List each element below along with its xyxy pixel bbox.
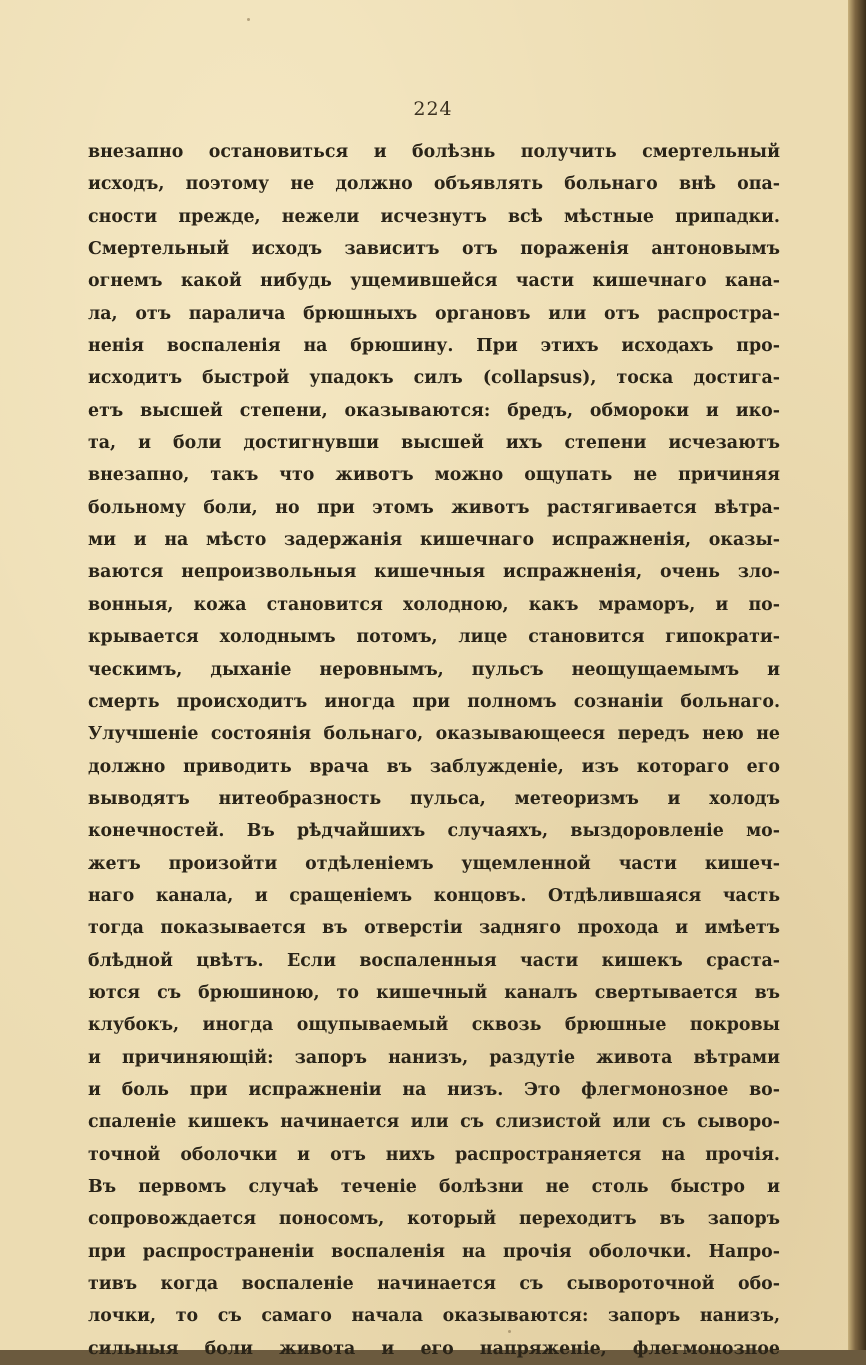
text-line: исходитъ быстрой упадокъ силъ (collapsus), тоска достига- (88, 368, 780, 389)
text-line: сильныя боли живота и его напряженіе, флегмонозное (88, 1338, 780, 1359)
text-line: смерть происходитъ иногда при полномъ сознаніи больнаго. (88, 691, 780, 712)
text-line: вонныя, кожа становится холодною, какъ мраморъ, и по- (88, 594, 780, 615)
text-line: ваются непроизвольныя кишечныя испражненія, очень зло- (88, 562, 780, 583)
text-line: больному боли, но при этомъ животъ растягивается вѣтра- (88, 497, 780, 518)
text-line: тогда показывается въ отверстіи задняго прохода и имѣетъ (88, 918, 780, 939)
text-line: крывается холоднымъ потомъ, лице становится гипократи- (88, 627, 780, 648)
text-line: и причиняющій: запоръ нанизъ, раздутіе живота вѣтрами (88, 1047, 780, 1068)
text-line: ются съ брюшиною, то кишечный каналъ свертывается въ (88, 982, 780, 1003)
text-line: ла, отъ паралича брюшныхъ органовъ или отъ распростра- (88, 303, 780, 324)
text-line: жетъ произойти отдѣленіемъ ущемленной части кишеч- (88, 853, 780, 874)
text-line: и боль при испражненіи на низъ. Это флегмонозное во- (88, 1079, 780, 1100)
text-line: Въ первомъ случаѣ теченіе болѣзни не столь быстро и (88, 1177, 780, 1197)
text-line: внезапно остановиться и болѣзнь получить смертельный (88, 142, 780, 162)
text-line: ми и на мѣсто задержанія кишечнаго испражненія, оказы- (88, 530, 780, 551)
binding-edge (848, 0, 866, 1350)
text-line: Улучшеніе состоянія больнаго, оказывающееся передъ нею не (88, 724, 780, 745)
paper-speck (247, 18, 250, 21)
text-line: при распространеніи воспаленія на прочія оболочки. Напро- (88, 1241, 780, 1262)
text-line: наго канала, и сращеніемъ концовъ. Отдѣлившаяся часть (88, 885, 780, 906)
text-line: огнемъ какой нибудь ущемившейся части кишечнаго кана- (88, 271, 780, 292)
text-line: ческимъ, дыханіе неровнымъ, пульсъ неощущаемымъ и (88, 659, 780, 680)
text-line: исходъ, поэтому не должно объявлять больнаго внѣ опа- (88, 174, 780, 195)
text-line: должно приводить врача въ заблужденіе, изъ котораго его (88, 756, 780, 777)
text-line: конечностей. Въ рѣдчайшихъ случаяхъ, выздоровленіе мо- (88, 821, 780, 842)
text-line: ненія воспаленія на брюшину. При этихъ исходахъ про- (88, 336, 780, 357)
text-line: внезапно, такъ что животъ можно ощупать не причиняя (88, 465, 780, 486)
text-line: сопровождается поносомъ, который переходитъ въ запоръ (88, 1209, 780, 1230)
text-line: сности прежде, нежели исчезнутъ всѣ мѣстные припадки. (88, 206, 780, 227)
paper-speck (508, 1330, 511, 1333)
text-line: Смертельный исходъ зависитъ отъ пораженія антоновымъ (88, 239, 780, 260)
text-line: тивъ когда воспаленіе начинается съ сывороточной обо- (88, 1274, 780, 1295)
text-line: етъ высшей степени, оказываются: бредъ, обмороки и ико- (88, 400, 780, 421)
text-line: лочки, то съ самаго начала оказываются: запоръ нанизъ, (88, 1306, 780, 1327)
text-line: точной оболочки и отъ нихъ распространяется на прочія. (88, 1144, 780, 1165)
text-line: та, и боли достигнувши высшей ихъ степени исчезаютъ (88, 433, 780, 454)
text-line: блѣдной цвѣтъ. Если воспаленныя части кишекъ сраста- (88, 950, 780, 971)
page-number: 224 (413, 98, 453, 120)
text-line: клубокъ, иногда ощупываемый сквозь брюшные покровы (88, 1015, 780, 1036)
text-line: выводятъ нитеобразность пульса, метеоризмъ и холодъ (88, 788, 780, 809)
body-text (88, 136, 780, 1365)
text-line: спаленіе кишекъ начинается или съ слизистой или съ сыворо- (88, 1112, 780, 1133)
